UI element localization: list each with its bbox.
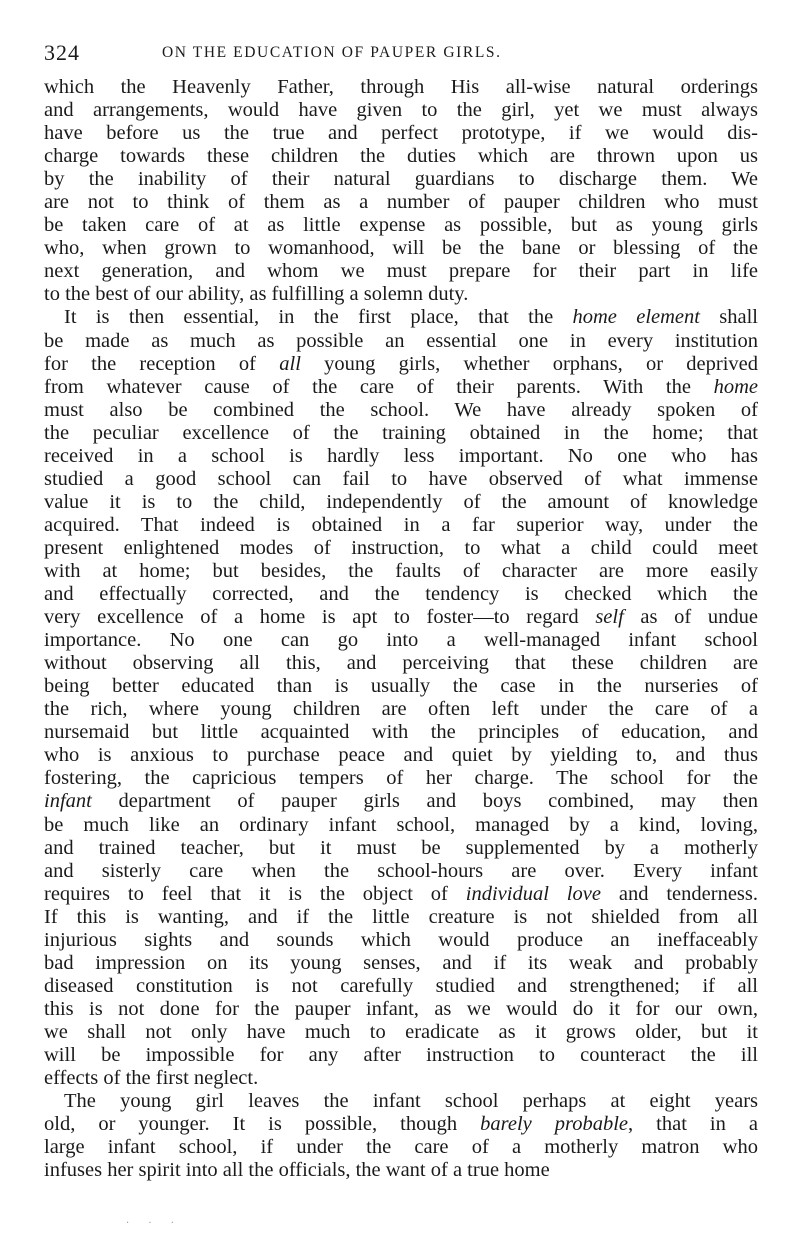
text-line: are not to think of them as a number of pauper children who must: [44, 191, 758, 214]
text-line: old, or younger. It is possible, though barely probable, that in a: [44, 1113, 758, 1136]
text-line: who, when grown to womanhood, will be the bane or blessing of the: [44, 237, 758, 260]
running-head: [44, 40, 758, 70]
text-line: must also be combined the school. We have already spoken of: [44, 398, 758, 421]
running-title: ON THE EDUCATION OF PAUPER GIRLS.: [162, 44, 502, 61]
text-line: and effectually corrected, and the tendency is checked which the: [44, 583, 758, 606]
text-line: It is then essential, in the first place, that the home element shall: [64, 306, 758, 329]
text-line: without observing all this, and perceiving that these children are: [44, 652, 758, 675]
text-line: this is not done for the pauper infant, as we would do it for our own,: [44, 997, 758, 1020]
text-line: importance. No one can go into a well-managed infant school: [44, 629, 758, 652]
text-line: injurious sights and sounds which would produce an ineffaceably: [44, 928, 758, 951]
text-line: large infant school, if under the care of a motherly matron who: [44, 1136, 758, 1159]
text-line: have before us the true and perfect prototype, if we would dis-: [44, 122, 758, 145]
text-line: present enlightened modes of instruction, to what a child could meet: [44, 536, 758, 559]
text-line: who is anxious to purchase peace and quiet by yielding to, and thus: [44, 744, 758, 767]
text-line: requires to feel that it is the object of individual love and tenderness.: [44, 882, 758, 905]
text-line: bad impression on its young senses, and if its weak and probably: [44, 951, 758, 974]
text-line: diseased constitution is not carefully studied and strengthened; if all: [44, 974, 758, 997]
text-line: for the reception of all young girls, whether orphans, or deprived: [44, 352, 758, 375]
text-line: with at home; but besides, the faults of character are more easily: [44, 559, 758, 582]
text-line: from whatever cause of the care of their parents. With the home: [44, 375, 758, 398]
text-line: the rich, where young children are often left under the care of a: [44, 698, 758, 721]
text-line: be made as much as possible an essential one in every institution: [44, 329, 758, 352]
text-line: and trained teacher, but it must be supplemented by a motherly: [44, 836, 758, 859]
text-line: will be impossible for any after instruction to counteract the ill: [44, 1043, 758, 1066]
text-line: charge towards these children the duties which are thrown upon us: [44, 145, 758, 168]
text-line: next generation, and whom we must prepare for their part in life: [44, 260, 758, 283]
text-line: acquired. That indeed is obtained in a far superior way, under the: [44, 513, 758, 536]
text-line: effects of the first neglect.: [44, 1067, 259, 1090]
paragraph: [44, 76, 758, 306]
text-line: received in a school is hardly less important. No one who has: [44, 444, 758, 467]
text-line: to the best of our ability, as fulfilling a solemn duty.: [44, 283, 469, 306]
text-line: infuses her spirit into all the officials, the want of a true home: [44, 1159, 550, 1182]
text-line: studied a good school can fail to have observed of what immense: [44, 467, 758, 490]
document-page: [44, 40, 758, 1182]
text-line: nursemaid but little acquainted with the principles of education, and: [44, 721, 758, 744]
text-line: infant department of pauper girls and boys combined, may then: [44, 790, 758, 813]
text-line: we shall not only have much to eradicate as it grows older, but it: [44, 1020, 758, 1043]
paragraph: [44, 306, 758, 1090]
text-line: which the Heavenly Father, through His all-wise natural orderings: [44, 76, 758, 98]
text-line: be taken care of at as little expense as possible, but as young girls: [44, 214, 758, 237]
text-line: being better educated than is usually the case in the nurseries of: [44, 675, 758, 698]
text-line: very excellence of a home is apt to foster—to regard self as of undue: [44, 606, 758, 629]
text-line: If this is wanting, and if the little creature is not shielded from all: [44, 905, 758, 928]
paragraph: [44, 1090, 758, 1182]
body-text: [44, 76, 758, 1182]
text-line: the peculiar excellence of the training obtained in the home; that: [44, 421, 758, 444]
print-specks: · · ·: [126, 1218, 182, 1229]
text-line: and arrangements, would have given to the girl, yet we must always: [44, 99, 758, 122]
page-number: 324: [44, 40, 80, 65]
text-line: and sisterly care when the school-hours are over. Every infant: [44, 859, 758, 882]
text-line: be much like an ordinary infant school, managed by a kind, loving,: [44, 813, 758, 836]
text-line: value it is to the child, independently of the amount of knowledge: [44, 490, 758, 513]
text-line: The young girl leaves the infant school perhaps at eight years: [64, 1090, 758, 1113]
text-line: by the inability of their natural guardians to discharge them. We: [44, 168, 758, 191]
text-line: fostering, the capricious tempers of her charge. The school for the: [44, 767, 758, 790]
